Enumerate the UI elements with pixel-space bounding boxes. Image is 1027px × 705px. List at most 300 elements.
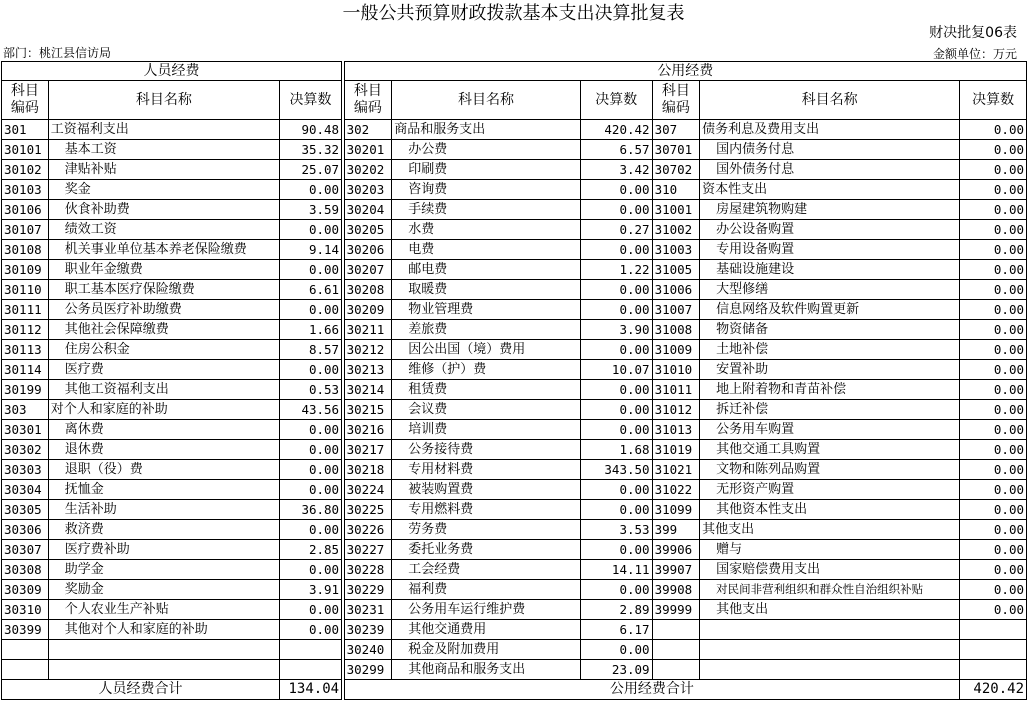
item-amount: 0.00	[580, 180, 652, 200]
item-code: 30203	[344, 180, 392, 200]
item-amount	[960, 660, 1027, 680]
item-name: 医疗费	[48, 360, 279, 380]
item-name: 其他支出	[700, 520, 960, 540]
item-amount: 0.00	[960, 300, 1027, 320]
table-row	[2, 240, 1027, 260]
item-amount: 0.00	[960, 180, 1027, 200]
table-row	[2, 660, 1027, 680]
header-code: 科目 编码	[344, 81, 392, 120]
item-amount: 0.00	[580, 300, 652, 320]
item-code: 30305	[2, 500, 49, 520]
table-row	[2, 260, 1027, 280]
item-amount: 8.57	[279, 340, 341, 360]
table-row	[2, 180, 1027, 200]
item-name: 基本工资	[48, 140, 279, 160]
item-name: 机关事业单位基本养老保险缴费	[48, 240, 279, 260]
group-personnel: 人员经费	[2, 62, 342, 81]
item-name: 其他交通费用	[392, 620, 581, 640]
item-code: 30304	[2, 480, 49, 500]
item-name: 办公设备购置	[700, 220, 960, 240]
item-amount: 0.00	[279, 600, 341, 620]
item-code: 30224	[344, 480, 392, 500]
item-name: 被装购置费	[392, 480, 581, 500]
item-amount: 0.00	[279, 260, 341, 280]
header-name: 科目名称	[48, 81, 279, 120]
item-amount: 0.00	[279, 420, 341, 440]
item-name: 文物和陈列品购置	[700, 460, 960, 480]
item-code: 30217	[344, 440, 392, 460]
item-amount: 1.66	[279, 320, 341, 340]
item-name: 拆迁补偿	[700, 400, 960, 420]
item-code: 30199	[2, 380, 49, 400]
item-amount: 0.00	[279, 620, 341, 640]
item-code: 30307	[2, 540, 49, 560]
table-row	[2, 300, 1027, 320]
item-amount: 0.00	[279, 360, 341, 380]
table-row	[2, 120, 1027, 140]
header-amount: 决算数	[580, 81, 652, 120]
item-code: 301	[2, 120, 49, 140]
item-name: 工资福利支出	[48, 120, 279, 140]
item-code: 307	[652, 120, 700, 140]
item-code: 30207	[344, 260, 392, 280]
table-row	[2, 440, 1027, 460]
item-code: 30702	[652, 160, 700, 180]
item-code: 31021	[652, 460, 700, 480]
item-code: 30701	[652, 140, 700, 160]
item-code: 30225	[344, 500, 392, 520]
item-name: 专用设备购置	[700, 240, 960, 260]
item-code: 30202	[344, 160, 392, 180]
item-amount: 0.00	[960, 380, 1027, 400]
item-code: 31022	[652, 480, 700, 500]
item-code: 30108	[2, 240, 49, 260]
item-code: 30309	[2, 580, 49, 600]
item-code: 30299	[344, 660, 392, 680]
item-amount: 0.00	[960, 500, 1027, 520]
item-name: 邮电费	[392, 260, 581, 280]
item-name: 绩效工资	[48, 220, 279, 240]
item-name: 助学金	[48, 560, 279, 580]
item-code: 31002	[652, 220, 700, 240]
item-name	[48, 640, 279, 660]
item-name: 商品和服务支出	[392, 120, 581, 140]
item-code: 399	[652, 520, 700, 540]
item-code: 30205	[344, 220, 392, 240]
item-name: 退休费	[48, 440, 279, 460]
item-code: 31012	[652, 400, 700, 420]
item-name: 大型修缮	[700, 280, 960, 300]
table-row	[2, 460, 1027, 480]
item-amount: 0.00	[279, 440, 341, 460]
item-amount: 0.00	[960, 160, 1027, 180]
item-code: 30209	[344, 300, 392, 320]
public-total-label: 公用经费合计	[344, 680, 960, 700]
header-amount: 决算数	[960, 81, 1027, 120]
table-row	[2, 340, 1027, 360]
item-code	[652, 660, 700, 680]
header-amount: 决算数	[279, 81, 341, 120]
item-amount: 0.00	[580, 380, 652, 400]
item-code: 39999	[652, 600, 700, 620]
item-code: 30399	[2, 620, 49, 640]
item-name: 其他工资福利支出	[48, 380, 279, 400]
table-row	[2, 640, 1027, 660]
item-code: 30102	[2, 160, 49, 180]
item-name: 专用材料费	[392, 460, 581, 480]
item-code: 31006	[652, 280, 700, 300]
item-name: 对个人和家庭的补助	[48, 400, 279, 420]
item-code: 39907	[652, 560, 700, 580]
item-amount: 0.00	[960, 260, 1027, 280]
item-amount: 0.00	[960, 240, 1027, 260]
item-name: 物资储备	[700, 320, 960, 340]
public-total-amount: 420.42	[960, 680, 1027, 700]
item-name: 印刷费	[392, 160, 581, 180]
table-row	[2, 500, 1027, 520]
item-code: 30308	[2, 560, 49, 580]
table-row	[2, 480, 1027, 500]
item-amount: 90.48	[279, 120, 341, 140]
item-amount: 1.68	[580, 440, 652, 460]
item-name	[700, 640, 960, 660]
item-code	[2, 640, 49, 660]
item-amount: 0.00	[960, 540, 1027, 560]
item-amount: 420.42	[580, 120, 652, 140]
amount-unit: 金额单位：万元	[932, 47, 1017, 61]
item-amount: 0.00	[580, 240, 652, 260]
item-amount: 14.11	[580, 560, 652, 580]
item-code: 302	[344, 120, 392, 140]
item-amount: 0.00	[960, 200, 1027, 220]
item-amount: 0.00	[960, 140, 1027, 160]
item-name: 其他对个人和家庭的补助	[48, 620, 279, 640]
item-amount: 0.00	[960, 440, 1027, 460]
item-code: 30112	[2, 320, 49, 340]
table-row	[2, 200, 1027, 220]
column-header-row	[2, 81, 1027, 120]
item-code: 31007	[652, 300, 700, 320]
item-name: 职业年金缴费	[48, 260, 279, 280]
item-name: 职工基本医疗保险缴费	[48, 280, 279, 300]
item-name: 水费	[392, 220, 581, 240]
item-code: 30303	[2, 460, 49, 480]
item-name: 办公费	[392, 140, 581, 160]
item-amount: 2.85	[279, 540, 341, 560]
item-code: 30111	[2, 300, 49, 320]
item-amount: 0.00	[960, 320, 1027, 340]
item-code: 31019	[652, 440, 700, 460]
item-name: 土地补偿	[700, 340, 960, 360]
item-code: 30228	[344, 560, 392, 580]
item-code: 39906	[652, 540, 700, 560]
report-title: 一般公共预算财政拨款基本支出决算批复表	[342, 3, 685, 24]
item-code: 30114	[2, 360, 49, 380]
item-code: 30211	[344, 320, 392, 340]
item-name: 对民间非营利组织和群众性自治组织补贴	[700, 580, 960, 600]
header-code: 科目 编码	[2, 81, 49, 120]
item-amount: 0.00	[960, 120, 1027, 140]
item-amount: 0.00	[580, 480, 652, 500]
item-code: 31099	[652, 500, 700, 520]
item-name: 离休费	[48, 420, 279, 440]
item-name: 债务利息及费用支出	[700, 120, 960, 140]
item-amount: 0.00	[580, 340, 652, 360]
item-amount: 25.07	[279, 160, 341, 180]
item-amount: 35.32	[279, 140, 341, 160]
item-code: 30101	[2, 140, 49, 160]
item-name: 公务用车购置	[700, 420, 960, 440]
item-name: 公务接待费	[392, 440, 581, 460]
personnel-total-amount: 134.04	[279, 680, 341, 700]
item-code: 31011	[652, 380, 700, 400]
item-amount: 0.00	[960, 480, 1027, 500]
item-code: 30227	[344, 540, 392, 560]
item-code: 30306	[2, 520, 49, 540]
item-amount: 9.14	[279, 240, 341, 260]
item-amount	[279, 640, 341, 660]
table-row	[2, 620, 1027, 640]
item-name: 信息网络及软件购置更新	[700, 300, 960, 320]
item-code: 30213	[344, 360, 392, 380]
item-amount: 0.00	[580, 540, 652, 560]
item-code: 31010	[652, 360, 700, 380]
item-amount: 36.80	[279, 500, 341, 520]
item-code: 30229	[344, 580, 392, 600]
item-code: 30239	[344, 620, 392, 640]
item-name: 住房公积金	[48, 340, 279, 360]
item-code: 30216	[344, 420, 392, 440]
item-code: 30110	[2, 280, 49, 300]
item-name	[700, 620, 960, 640]
item-amount	[960, 620, 1027, 640]
item-code: 30226	[344, 520, 392, 540]
item-name: 税金及附加费用	[392, 640, 581, 660]
item-code: 30201	[344, 140, 392, 160]
item-name: 其他资本性支出	[700, 500, 960, 520]
item-name: 维修（护）费	[392, 360, 581, 380]
item-amount: 23.09	[580, 660, 652, 680]
item-amount: 3.53	[580, 520, 652, 540]
item-code: 31009	[652, 340, 700, 360]
item-code: 30215	[344, 400, 392, 420]
item-code	[652, 640, 700, 660]
department-label: 部门：桃江县信访局	[3, 46, 112, 60]
item-amount: 0.00	[580, 280, 652, 300]
table-row	[2, 400, 1027, 420]
item-name: 公务用车运行维护费	[392, 600, 581, 620]
item-name	[700, 660, 960, 680]
form-number: 财决批复06表	[929, 25, 1017, 41]
item-name: 取暖费	[392, 280, 581, 300]
table-row	[2, 560, 1027, 580]
item-code: 30208	[344, 280, 392, 300]
item-name: 生活补助	[48, 500, 279, 520]
item-code: 30218	[344, 460, 392, 480]
item-amount: 6.57	[580, 140, 652, 160]
item-code: 30212	[344, 340, 392, 360]
item-name: 国内债务付息	[700, 140, 960, 160]
item-name: 国家赔偿费用支出	[700, 560, 960, 580]
item-amount: 0.00	[960, 600, 1027, 620]
item-amount: 3.91	[279, 580, 341, 600]
item-amount: 0.00	[960, 340, 1027, 360]
item-code: 30103	[2, 180, 49, 200]
item-amount: 3.42	[580, 160, 652, 180]
item-amount: 0.00	[960, 580, 1027, 600]
item-amount: 0.00	[960, 560, 1027, 580]
item-amount: 43.56	[279, 400, 341, 420]
item-code: 31013	[652, 420, 700, 440]
item-code: 30302	[2, 440, 49, 460]
item-amount: 0.00	[279, 560, 341, 580]
item-name: 工会经费	[392, 560, 581, 580]
item-name: 赠与	[700, 540, 960, 560]
item-amount: 3.59	[279, 200, 341, 220]
item-name: 伙食补助费	[48, 200, 279, 220]
item-amount: 6.17	[580, 620, 652, 640]
item-amount: 0.00	[580, 640, 652, 660]
item-code: 30231	[344, 600, 392, 620]
item-code: 30310	[2, 600, 49, 620]
item-code: 31008	[652, 320, 700, 340]
item-name: 其他支出	[700, 600, 960, 620]
item-name: 救济费	[48, 520, 279, 540]
item-name: 其他商品和服务支出	[392, 660, 581, 680]
item-name: 无形资产购置	[700, 480, 960, 500]
header-name: 科目名称	[392, 81, 581, 120]
table-row	[2, 160, 1027, 180]
item-amount: 0.00	[580, 500, 652, 520]
group-public: 公用经费	[344, 62, 1026, 81]
item-code: 30240	[344, 640, 392, 660]
item-code: 30206	[344, 240, 392, 260]
item-code: 31003	[652, 240, 700, 260]
item-amount: 2.89	[580, 600, 652, 620]
item-name: 物业管理费	[392, 300, 581, 320]
item-amount: 10.07	[580, 360, 652, 380]
item-name: 会议费	[392, 400, 581, 420]
item-name: 地上附着物和青苗补偿	[700, 380, 960, 400]
item-amount	[279, 660, 341, 680]
item-code: 30109	[2, 260, 49, 280]
budget-table	[1, 61, 1027, 700]
table-row	[2, 320, 1027, 340]
item-amount: 0.00	[580, 580, 652, 600]
item-amount: 0.00	[279, 300, 341, 320]
item-name: 其他交通工具购置	[700, 440, 960, 460]
item-code: 31001	[652, 200, 700, 220]
table-row	[2, 280, 1027, 300]
item-name: 资本性支出	[700, 180, 960, 200]
item-name: 医疗费补助	[48, 540, 279, 560]
item-name: 国外债务付息	[700, 160, 960, 180]
item-amount: 343.50	[580, 460, 652, 480]
item-code: 30301	[2, 420, 49, 440]
item-code: 30106	[2, 200, 49, 220]
item-amount	[960, 640, 1027, 660]
item-code: 31005	[652, 260, 700, 280]
item-name: 因公出国（境）费用	[392, 340, 581, 360]
item-name: 手续费	[392, 200, 581, 220]
table-row	[2, 600, 1027, 620]
item-name: 电费	[392, 240, 581, 260]
item-name	[48, 660, 279, 680]
item-amount: 0.00	[580, 420, 652, 440]
item-amount: 0.00	[580, 400, 652, 420]
item-amount: 0.00	[960, 220, 1027, 240]
item-amount: 0.00	[279, 220, 341, 240]
item-name: 津贴补贴	[48, 160, 279, 180]
item-amount: 6.61	[279, 280, 341, 300]
header-code: 科目 编码	[652, 81, 700, 120]
item-name: 其他社会保障缴费	[48, 320, 279, 340]
item-code	[652, 620, 700, 640]
item-name: 奖金	[48, 180, 279, 200]
table-row	[2, 540, 1027, 560]
item-amount: 0.00	[279, 180, 341, 200]
item-code: 39908	[652, 580, 700, 600]
item-name: 退职（役）费	[48, 460, 279, 480]
item-amount: 0.00	[960, 420, 1027, 440]
group-header-row	[2, 62, 1027, 81]
item-amount: 0.00	[960, 460, 1027, 480]
item-amount: 0.00	[960, 360, 1027, 380]
item-name: 差旅费	[392, 320, 581, 340]
item-amount: 0.00	[279, 460, 341, 480]
item-name: 个人农业生产补贴	[48, 600, 279, 620]
table-row	[2, 420, 1027, 440]
item-amount: 0.00	[279, 480, 341, 500]
item-amount: 0.00	[279, 520, 341, 540]
item-name: 培训费	[392, 420, 581, 440]
item-code: 30204	[344, 200, 392, 220]
item-code	[2, 660, 49, 680]
item-name: 咨询费	[392, 180, 581, 200]
table-row	[2, 580, 1027, 600]
totals-row	[2, 680, 1027, 700]
item-code: 303	[2, 400, 49, 420]
item-amount: 0.00	[960, 520, 1027, 540]
item-name: 奖励金	[48, 580, 279, 600]
item-amount: 1.22	[580, 260, 652, 280]
item-amount: 0.53	[279, 380, 341, 400]
table-row	[2, 360, 1027, 380]
item-name: 租赁费	[392, 380, 581, 400]
item-name: 房屋建筑物购建	[700, 200, 960, 220]
header-name: 科目名称	[700, 81, 960, 120]
item-code: 30107	[2, 220, 49, 240]
table-row	[2, 140, 1027, 160]
item-amount: 0.00	[580, 200, 652, 220]
item-name: 公务员医疗补助缴费	[48, 300, 279, 320]
item-name: 基础设施建设	[700, 260, 960, 280]
table-row	[2, 520, 1027, 540]
item-name: 安置补助	[700, 360, 960, 380]
item-name: 劳务费	[392, 520, 581, 540]
item-amount: 0.00	[960, 400, 1027, 420]
item-code: 310	[652, 180, 700, 200]
item-amount: 0.27	[580, 220, 652, 240]
item-code: 30113	[2, 340, 49, 360]
item-amount: 3.90	[580, 320, 652, 340]
item-name: 福利费	[392, 580, 581, 600]
table-row	[2, 380, 1027, 400]
item-code: 30214	[344, 380, 392, 400]
item-name: 委托业务费	[392, 540, 581, 560]
table-row	[2, 220, 1027, 240]
item-name: 抚恤金	[48, 480, 279, 500]
